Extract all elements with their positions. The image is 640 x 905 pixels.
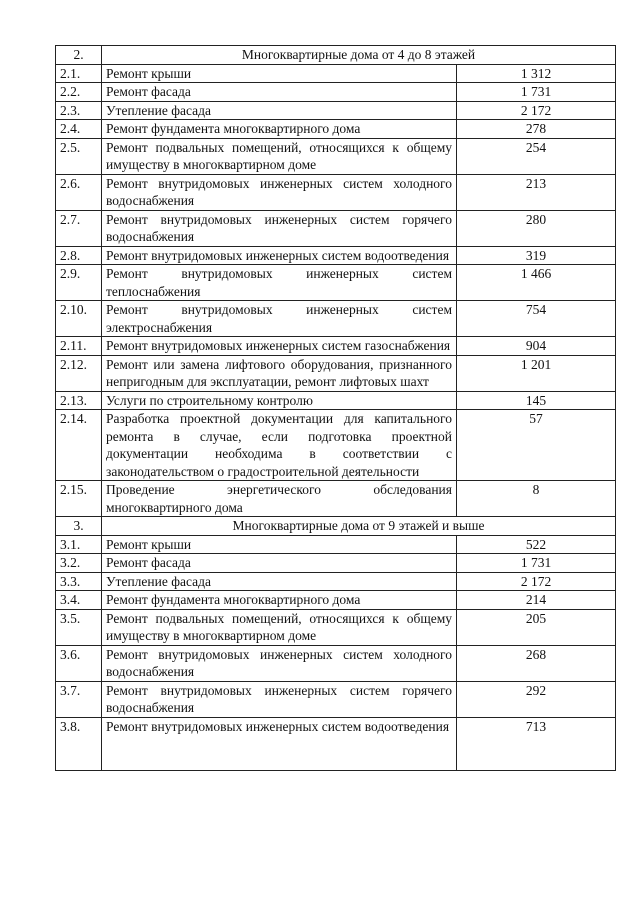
row-number: 2.14. (56, 410, 102, 481)
table-row (56, 138, 616, 174)
cost-value: 713 (457, 717, 616, 770)
work-name: Ремонт крыши (102, 535, 457, 554)
row-number: 3.8. (56, 717, 102, 770)
row-number: 2.2. (56, 83, 102, 102)
table-row (56, 246, 616, 265)
table-row (56, 83, 616, 102)
cost-value: 268 (457, 645, 616, 681)
work-name: Ремонт крыши (102, 64, 457, 83)
row-number: 2.11. (56, 337, 102, 356)
work-name: Ремонт внутридомовых инженерных систем теплоснабжения (102, 265, 457, 301)
row-number: 2.7. (56, 210, 102, 246)
work-name: Услуги по строительному контролю (102, 391, 457, 410)
row-number: 3.4. (56, 591, 102, 610)
row-number: 3.2. (56, 554, 102, 573)
row-number: 2.3. (56, 101, 102, 120)
section-number: 2. (56, 46, 102, 65)
cost-value: 904 (457, 337, 616, 356)
work-name: Ремонт фундамента многоквартирного дома (102, 120, 457, 139)
table-row (56, 210, 616, 246)
cost-value: 278 (457, 120, 616, 139)
row-number: 3.1. (56, 535, 102, 554)
cost-value: 214 (457, 591, 616, 610)
cost-value: 1 201 (457, 355, 616, 391)
work-name: Ремонт подвальных помещений, относящихся к общему имуществу в многоквартирном доме (102, 609, 457, 645)
cost-value: 1 731 (457, 554, 616, 573)
cost-value: 205 (457, 609, 616, 645)
work-name: Ремонт внутридомовых инженерных систем водоотведения (102, 246, 457, 265)
cost-value: 280 (457, 210, 616, 246)
work-name: Утепление фасада (102, 572, 457, 591)
row-number: 2.10. (56, 301, 102, 337)
cost-value: 1 466 (457, 265, 616, 301)
row-number: 2.4. (56, 120, 102, 139)
cost-value: 2 172 (457, 101, 616, 120)
work-name: Разработка проектной документации для капитального ремонта в случае, если подготовка проектной документации необходима в соответствии с законодательством о градостроительной деятельности (102, 410, 457, 481)
work-name: Ремонт фасада (102, 554, 457, 573)
table-row (56, 410, 616, 481)
cost-value: 319 (457, 246, 616, 265)
work-name: Ремонт подвальных помещений, относящихся к общему имуществу в многоквартирном доме (102, 138, 457, 174)
table-row (56, 591, 616, 610)
row-number: 2.6. (56, 174, 102, 210)
row-number: 3.3. (56, 572, 102, 591)
work-name: Проведение энергетического обследования многоквартирного дома (102, 481, 457, 517)
table-row (56, 645, 616, 681)
row-number: 2.15. (56, 481, 102, 517)
cost-value: 1 312 (457, 64, 616, 83)
work-name: Ремонт внутридомовых инженерных систем холодного водоснабжения (102, 645, 457, 681)
cost-value: 145 (457, 391, 616, 410)
cost-value: 57 (457, 410, 616, 481)
work-name: Ремонт внутридомовых инженерных систем электроснабжения (102, 301, 457, 337)
work-name: Ремонт внутридомовых инженерных систем горячего водоснабжения (102, 210, 457, 246)
row-number: 2.5. (56, 138, 102, 174)
table-row (56, 265, 616, 301)
row-number: 2.8. (56, 246, 102, 265)
cost-value: 292 (457, 681, 616, 717)
cost-value: 213 (457, 174, 616, 210)
row-number: 3.5. (56, 609, 102, 645)
work-name: Ремонт внутридомовых инженерных систем газоснабжения (102, 337, 457, 356)
cost-value: 1 731 (457, 83, 616, 102)
table-row (56, 717, 616, 770)
table-row (56, 572, 616, 591)
work-name: Ремонт внутридомовых инженерных систем холодного водоснабжения (102, 174, 457, 210)
cost-value: 522 (457, 535, 616, 554)
table-row (56, 64, 616, 83)
row-number: 3.7. (56, 681, 102, 717)
work-name: Ремонт внутридомовых инженерных систем горячего водоснабжения (102, 681, 457, 717)
table-row (56, 301, 616, 337)
table-row (56, 609, 616, 645)
section-title: Многоквартирные дома от 4 до 8 этажей (102, 46, 616, 65)
table-row (56, 481, 616, 517)
table-row (56, 391, 616, 410)
table-row (56, 101, 616, 120)
work-name: Утепление фасада (102, 101, 457, 120)
work-name: Ремонт фундамента многоквартирного дома (102, 591, 457, 610)
table-row (56, 174, 616, 210)
table-row (56, 554, 616, 573)
table-row (56, 535, 616, 554)
cost-value: 254 (457, 138, 616, 174)
section-title: Многоквартирные дома от 9 этажей и выше (102, 517, 616, 536)
section-header-row (56, 46, 616, 65)
table-row (56, 337, 616, 356)
work-name: Ремонт внутридомовых инженерных систем водоотведения (102, 717, 457, 770)
table-body (56, 46, 616, 771)
table-row (56, 355, 616, 391)
table-row (56, 120, 616, 139)
row-number: 2.1. (56, 64, 102, 83)
repair-cost-table (55, 45, 616, 771)
cost-value: 2 172 (457, 572, 616, 591)
row-number: 2.12. (56, 355, 102, 391)
row-number: 2.9. (56, 265, 102, 301)
cost-value: 8 (457, 481, 616, 517)
section-header-row (56, 517, 616, 536)
row-number: 3.6. (56, 645, 102, 681)
work-name: Ремонт или замена лифтового оборудования, признанного непригодным для эксплуатации, ремонт лифтовых шахт (102, 355, 457, 391)
section-number: 3. (56, 517, 102, 536)
row-number: 2.13. (56, 391, 102, 410)
work-name: Ремонт фасада (102, 83, 457, 102)
table-row (56, 681, 616, 717)
cost-value: 754 (457, 301, 616, 337)
